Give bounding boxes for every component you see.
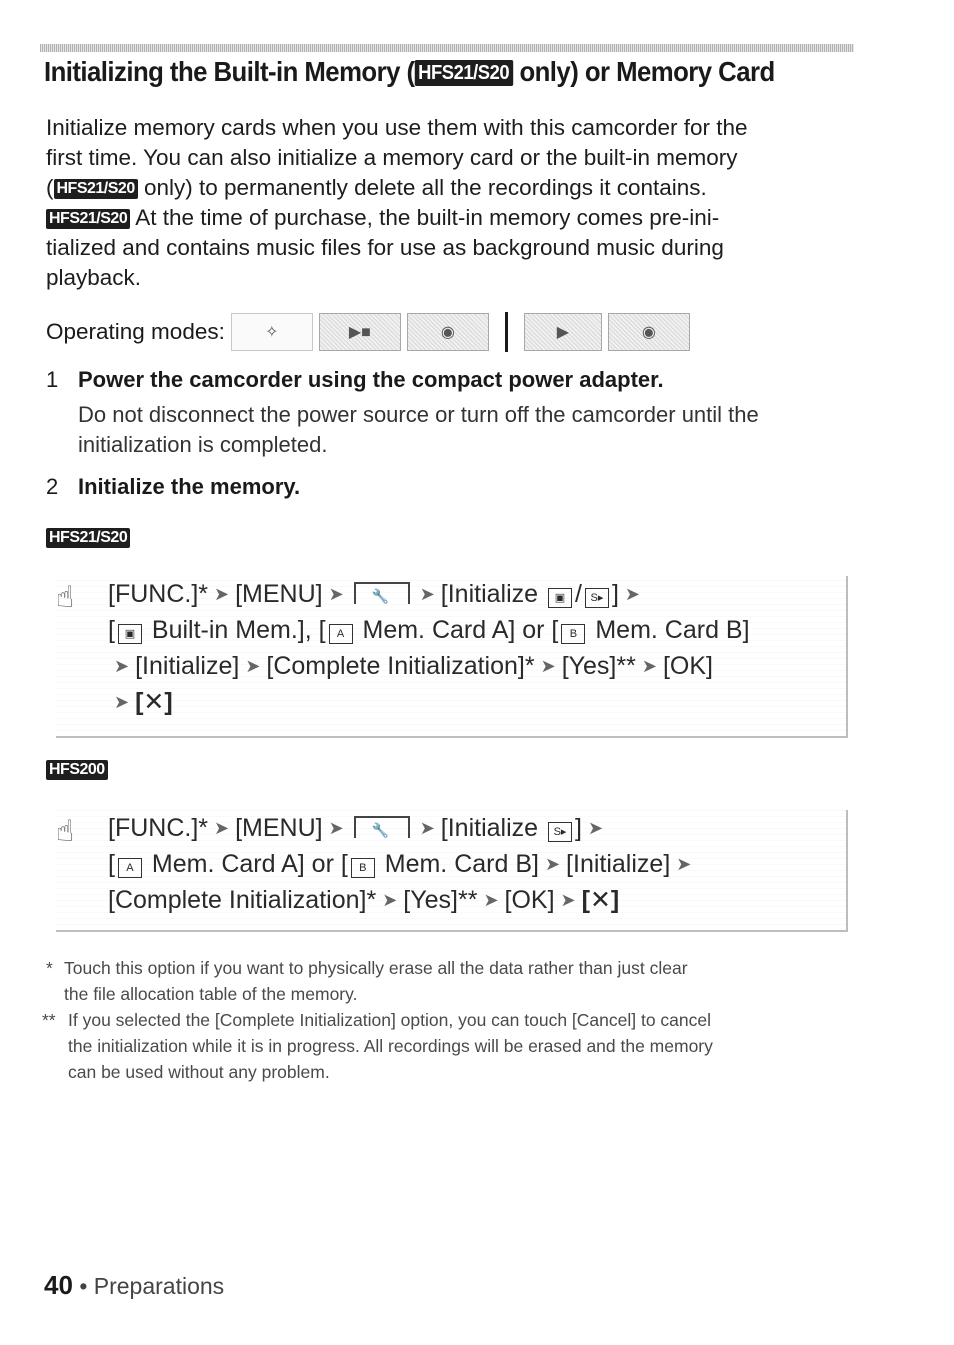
page-footer [44,1270,224,1301]
next-step-arrow-icon: ➤ [328,584,344,604]
next-step-arrow-icon: ➤ [214,818,230,838]
procedure-line: [ A Mem. Card A] or [ B Mem. Card B] ➤ [Initialize] ➤ [108,846,826,882]
model-badge: HFS21/S20 [46,209,130,229]
touch-hand-icon: ☝ [56,815,75,848]
next-step-arrow-icon: ➤ [214,584,230,604]
footnote: ** If you selected the [Complete Initialization] option, you can touch [Cancel] to cancel the initialization while it is in progress. All recordings will be erased and the memory can be used without any problem. [42,1010,713,1082]
footnote: * Touch this option if you want to physically erase all the data rather than just clear the file allocation table of the memory. [46,958,688,1004]
step-1: 1 Power the camcorder using the compact power adapter. [46,367,664,392]
built-in-memory-icon: ▣ [118,624,142,644]
next-step-arrow-icon: ➤ [114,692,130,712]
intro-line: HFS21/S20 At the time of purchase, the built-in memory comes pre-ini- [46,203,866,233]
next-step-arrow-icon: ➤ [540,656,556,676]
page-title [44,56,798,88]
procedure-line: [FUNC.]* ➤ [MENU] ➤🔧 ➤ [Initialize S▸ ] ➤ [108,810,826,846]
footer-bullet: • [79,1273,88,1299]
intro-line: Initialize memory cards when you use them with this camcorder for the [46,115,748,140]
next-step-arrow-icon: ➤ [560,890,576,910]
intro-line: tialized and contains music files for use as background music during [46,235,724,260]
model-label-hfs200: HFS200 [46,760,108,781]
next-step-arrow-icon: ➤ [419,584,435,604]
photo-record-mode-icon: ◉ [407,313,489,351]
card-b-icon: B [351,858,375,878]
procedure-line: [FUNC.]* ➤ [MENU] ➤🔧 ➤ [Initialize ▣ / S▸ ] ➤ [108,576,826,612]
model-badge: HFS21/S20 [415,60,513,86]
sd-card-icon: S▸ [585,588,609,608]
photo-playback-mode-icon: ◉ [608,313,690,351]
step-title: Power the camcorder using the compact power adapter. [78,367,664,392]
auto-mode-icon: ✧ [231,313,313,351]
movie-playback-mode-icon: ▶ [524,313,602,351]
title-text: Initializing the Built-in Memory ( [44,56,415,87]
intro-line: first time. You can also initialize a memory card or the built-in memory [46,145,738,170]
next-step-arrow-icon: ➤ [587,818,604,838]
page-number: 40 [44,1270,73,1300]
movie-record-mode-icon: ▶■ [319,313,401,351]
next-step-arrow-icon: ➤ [114,656,130,676]
title-text-end: only) or Memory Card [512,56,775,87]
card-a-icon: A [329,624,353,644]
operating-modes-label: Operating modes: [46,319,225,344]
next-step-arrow-icon: ➤ [382,890,398,910]
procedure-hfs21 [56,576,848,738]
touch-hand-icon: ☝ [56,581,75,614]
card-a-icon: A [118,858,142,878]
step-1-description: Do not disconnect the power source or turn off the camcorder until the initialization is completed. [78,402,759,457]
procedure-line: ➤ [Initialize] ➤ [Complete Initialization]* ➤ [Yes]** ➤ [OK] [108,648,826,684]
sd-card-icon: S▸ [548,822,572,842]
model-badge: HFS21/S20 [54,179,138,199]
next-step-arrow-icon: ➤ [641,656,657,676]
wrench-menu-tab-icon [354,582,410,604]
next-step-arrow-icon: ➤ [544,854,561,874]
procedure-line: [Complete Initialization]* ➤ [Yes]** ➤ [OK] ➤ [✕] [108,882,826,918]
next-step-arrow-icon: ➤ [676,854,692,874]
intro-line: playback. [46,265,142,290]
next-step-arrow-icon: ➤ [245,656,261,676]
section-name: Preparations [93,1273,225,1299]
built-in-memory-icon: ▣ [548,588,572,608]
wrench-menu-tab-icon [354,816,410,838]
mode-separator [505,312,508,352]
step-title: Initialize the memory. [78,474,301,499]
intro-line: ( HFS21/S20 only) to permanently delete all the recordings it contains. [46,175,707,200]
intro-paragraph [46,113,866,293]
step-2: 2 Initialize the memory. [46,474,301,499]
next-step-arrow-icon: ➤ [419,818,435,838]
next-step-arrow-icon: ➤ [624,584,640,604]
next-step-arrow-icon: ➤ [483,890,499,910]
procedure-line: ➤ [✕] [108,684,826,720]
footnotes [42,955,856,1085]
next-step-arrow-icon: ➤ [328,818,344,838]
top-rule [40,44,854,52]
card-b-icon: B [561,624,585,644]
operating-modes [46,312,690,352]
model-label-hfs21: HFS21/S20 [46,528,130,549]
procedure-hfs200 [56,810,848,932]
procedure-line: [ ▣ Built-in Mem.], [ A Mem. Card A] or [ B Mem. Card B] [108,616,750,644]
